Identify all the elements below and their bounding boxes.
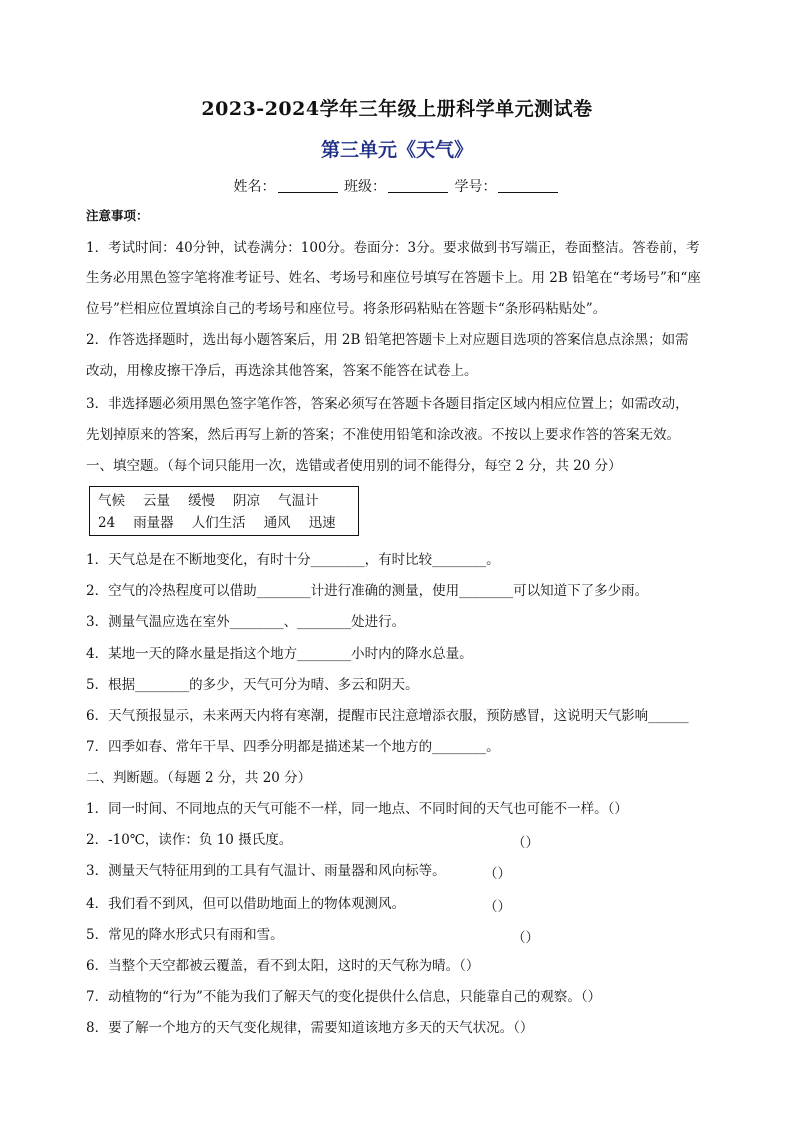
word-bank-item: 气温计	[278, 493, 319, 509]
word-bank-row	[98, 490, 350, 512]
number-blank[interactable]	[498, 178, 558, 193]
fill-question: 3．测量气温应选在室外________、________处进行。	[86, 614, 406, 630]
judge-question: 5．常见的降水形式只有雨和雪。	[86, 927, 284, 943]
section1-heading: 一、填空题。（每个词只能用一次，选错或者使用别的词不能得分，每空 2 分，共 20 分）	[86, 458, 622, 474]
fill-question: 7．四季如春、常年干旱、四季分明都是描述某一个地方的________。	[86, 739, 500, 755]
section2-heading: 二、判断题。（每题 2 分，共 20 分）	[86, 770, 312, 786]
judge-question: 1．同一时间、不同地点的天气可能不一样，同一地点、不同时间的天气也可能不一样。（）	[86, 801, 628, 817]
word-bank-item: 气候	[98, 493, 125, 509]
fill-question: 6．天气预报显示，未来两天内将有寒潮，提醒市民注意增添衣服，预防感冒，这说明天气影响______	[86, 708, 689, 724]
answer-paren[interactable]: （）	[512, 930, 539, 946]
notes-heading: 注意事项：	[86, 208, 149, 223]
notes-line: 1．考试时间：40分钟，试卷满分：100分。卷面分：3分。要求做到书写端正，卷面整洁。答卷前，考	[86, 240, 700, 256]
notes-line: 位号”栏相应位置填涂自己的考场号和座位号。将条形码粘贴在答题卡“条形码粘贴处”。	[86, 301, 607, 317]
fill-question: 5．根据________的多少，天气可分为晴、多云和阴天。	[86, 677, 419, 693]
word-bank-item: 雨量器	[133, 515, 174, 531]
word-bank-item: 缓慢	[188, 493, 215, 509]
word-bank-row	[98, 512, 350, 534]
student-info-line	[0, 176, 794, 196]
judge-question: 6．当整个天空都被云覆盖，看不到太阳，这时的天气称为晴。（）	[86, 958, 480, 974]
word-bank-item: 24	[98, 515, 116, 531]
notes-line: 先划掉原来的答案，然后再写上新的答案；不准使用铅笔和涂改液。不按以上要求作答的答案无效。	[86, 427, 680, 443]
judge-question: 8．要了解一个地方的天气变化规律，需要知道该地方多天的天气状况。（）	[86, 1020, 534, 1036]
word-bank	[89, 486, 359, 536]
notes-line: 生务必用黑色签字笔将准考证号、姓名、考场号和座位号填写在答题卡上。用 2B 铅笔在“考场号”和“座	[86, 270, 701, 286]
judge-question: 3．测量天气特征用到的工具有气温计、雨量器和风向标等。	[86, 863, 446, 879]
word-bank-item: 人们生活	[191, 515, 246, 531]
judge-question: 4．我们看不到风，但可以借助地面上的物体观测风。	[86, 896, 406, 912]
page-subtitle: 第三单元《天气》	[320, 139, 473, 161]
word-bank-item: 通风	[263, 515, 291, 531]
notes-line: 3．非选择题必须用黑色签字笔作答，答案必须写在答题卡各题目指定区域内相应位置上；如需改动，	[86, 396, 689, 412]
word-bank-item: 迅速	[308, 515, 336, 531]
answer-paren[interactable]: （）	[512, 835, 539, 851]
notes-line: 改动，用橡皮擦干净后，再选涂其他答案，答案不能答在试卷上。	[86, 363, 478, 379]
fill-question: 2．空气的冷热程度可以借助________计进行准确的测量，使用________可以知道下了多少雨。	[86, 583, 649, 599]
word-bank-item: 云量	[143, 493, 170, 509]
judge-question: 2．-10℃，读作：负 10 摄氏度。	[86, 832, 293, 848]
fill-question: 1．天气总是在不断地变化，有时十分________，有时比较________。	[86, 552, 500, 568]
judge-question: 7．动植物的“行为”不能为我们了解天气的变化提供什么信息，只能靠自己的观察。（）	[86, 989, 602, 1005]
name-label: 姓名：	[233, 179, 276, 195]
name-blank[interactable]	[278, 178, 338, 193]
fill-question: 4．某地一天的降水量是指这个地方________小时内的降水总量。	[86, 646, 473, 662]
number-label: 学号：	[454, 179, 497, 195]
page-title: 2023-2024学年三年级上册科学单元测试卷	[201, 98, 593, 120]
notes-line: 2．作答选择题时，选出每小题答案后，用 2B 铅笔把答题卡上对应题目选项的答案信息点涂黑；如需	[86, 332, 689, 348]
class-label: 班级：	[344, 179, 386, 195]
answer-paren[interactable]: （）	[484, 866, 511, 882]
word-bank-item: 阴凉	[233, 493, 260, 509]
class-blank[interactable]	[388, 178, 448, 193]
answer-paren[interactable]: （）	[484, 899, 511, 915]
